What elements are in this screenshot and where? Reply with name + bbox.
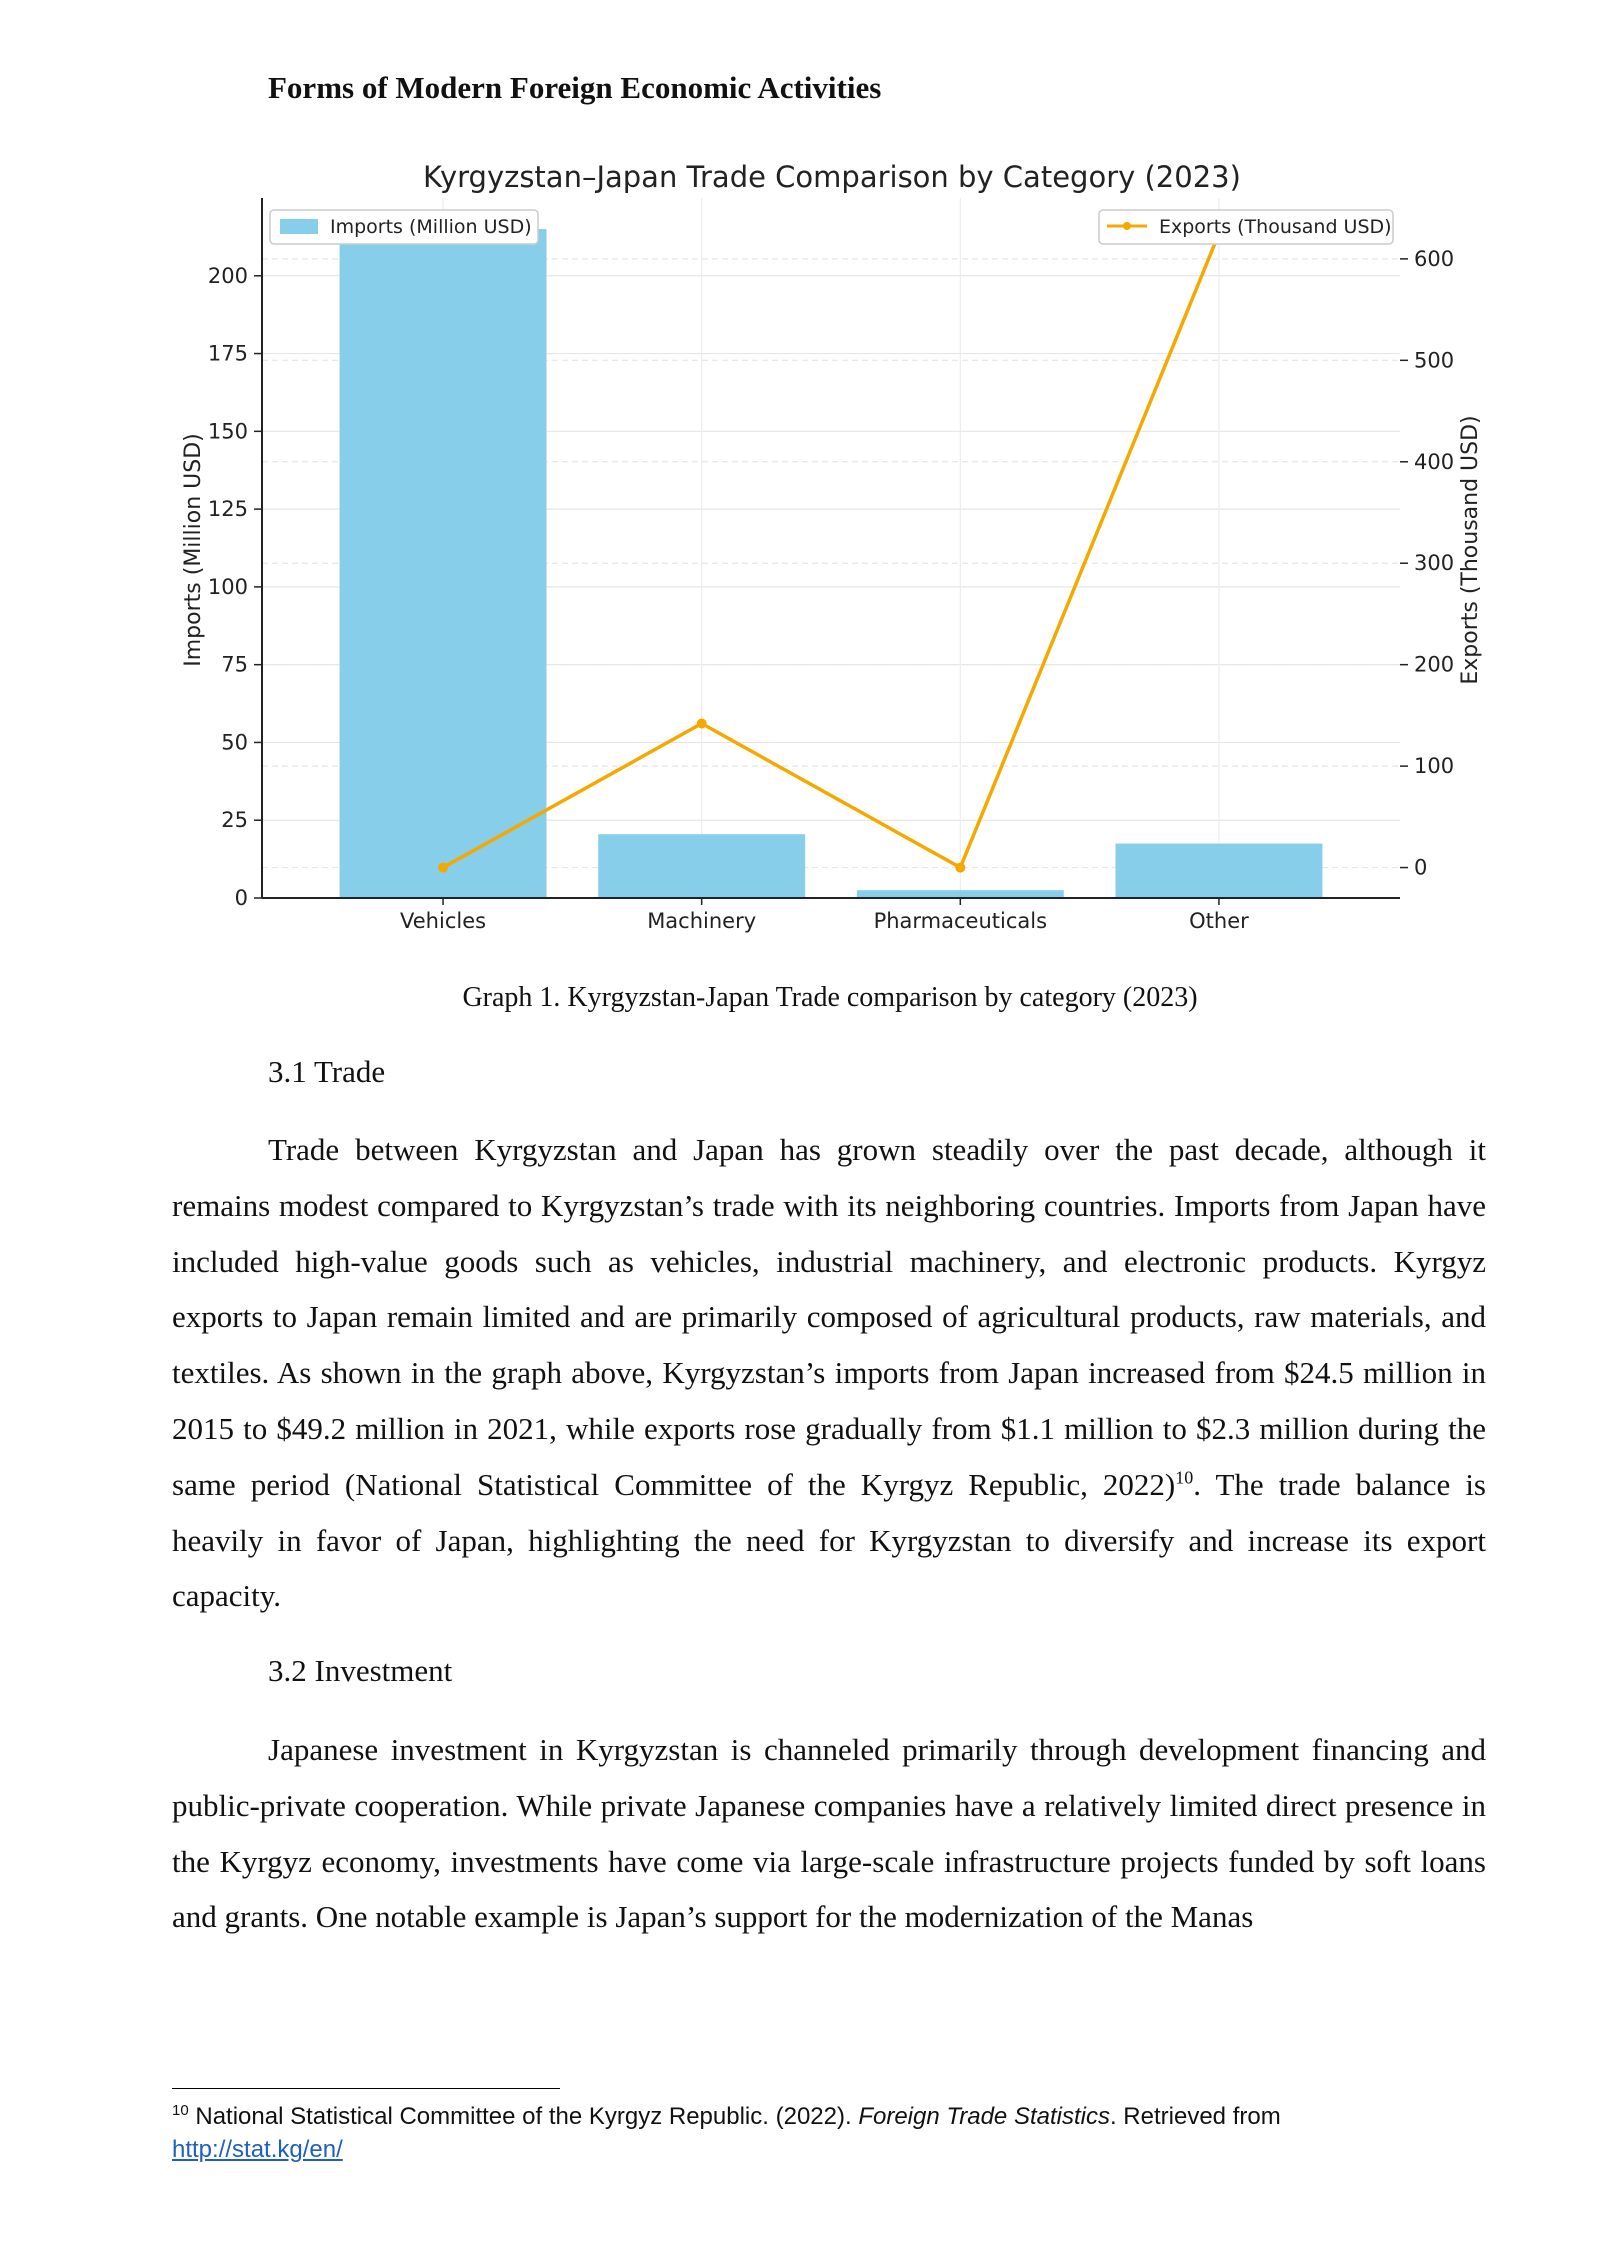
y-tick-label: 0 xyxy=(234,886,248,910)
export-point-machinery xyxy=(697,719,707,729)
legend-imports-label: Imports (Million USD) xyxy=(330,216,532,238)
footnote-divider xyxy=(172,2088,560,2089)
y-tick-label: 125 xyxy=(207,497,248,522)
y2-tick-label: 300 xyxy=(1414,551,1455,576)
footnote-text: National Statistical Committee of the Kyrgyz Republic. (2022). xyxy=(195,2103,859,2130)
paragraph-investment: Japanese investment in Kyrgyzstan is channeled primarily through development financing and public-private cooperation. While private Japanese companies have a relatively limited direct presence in the Kyrgyz economy, investments have come via large-scale infrastructure projects funded by soft loans and grants. One notable example is Japan’s support for the modernization of the Manas xyxy=(172,1732,1486,1935)
bar-other xyxy=(1116,844,1323,898)
y2-tick-label: 500 xyxy=(1414,348,1455,373)
bar-machinery xyxy=(598,834,805,898)
y-axis-label: Imports (Million USD) xyxy=(181,433,206,667)
y2-tick-label: 200 xyxy=(1414,652,1455,677)
trade-chart xyxy=(170,150,1510,950)
export-line xyxy=(438,229,1224,873)
y-tick-label: 100 xyxy=(207,574,248,599)
y2-axis-label: Exports (Thousand USD) xyxy=(1458,415,1483,685)
footnote xyxy=(172,2100,1472,2166)
right-axis-ticks xyxy=(1400,247,1454,880)
x-axis-ticks xyxy=(400,898,1249,933)
bar-pharmaceuticals xyxy=(857,890,1064,898)
footnote-number: 10 xyxy=(172,2102,189,2119)
legend-exports-label: Exports (Thousand USD) xyxy=(1159,216,1392,238)
legend-imports xyxy=(270,210,538,244)
left-axis-ticks xyxy=(208,264,262,910)
y2-tick-label: 600 xyxy=(1414,246,1455,271)
section-title-trade: 3.1 Trade xyxy=(268,1054,386,1089)
y2-tick-label: 400 xyxy=(1414,449,1455,474)
y-tick-label: 200 xyxy=(207,263,248,288)
paragraph-trade xyxy=(172,1122,1486,1624)
footnote-title: Foreign Trade Statistics xyxy=(858,2103,1110,2130)
y-tick-label: 75 xyxy=(221,652,248,677)
x-tick-label: Pharmaceuticals xyxy=(873,909,1048,933)
legend-exports xyxy=(1099,210,1393,244)
export-point-pharmaceuticals xyxy=(955,863,965,873)
x-tick-label: Other xyxy=(1189,909,1249,933)
x-tick-label: Vehicles xyxy=(400,909,487,933)
y2-tick-label: 0 xyxy=(1414,855,1428,880)
export-point-vehicles xyxy=(438,863,448,873)
y-tick-label: 50 xyxy=(221,730,248,755)
footnote-link[interactable]: http://stat.kg/en/ xyxy=(172,2136,343,2163)
y-tick-label: 175 xyxy=(207,341,248,366)
bar-vehicles xyxy=(340,229,547,898)
export-series-line xyxy=(443,234,1219,868)
footnote-text-after: . Retrieved from xyxy=(1109,2103,1281,2130)
paragraph-trade-text-end: . The trade balance is heavily in favor of Japan, highlighting the need for Kyrgyzstan to diversify and increase its export capacity. xyxy=(172,1466,1486,1614)
figure-caption: Graph 1. Kyrgyzstan-Japan Trade comparison by category (2023) xyxy=(462,982,1198,1013)
section-heading: Forms of Modern Foreign Economic Activities xyxy=(268,70,882,105)
chart-title: Kyrgyzstan–Japan Trade Comparison by Category (2023) xyxy=(423,160,1241,194)
footnote-ref[interactable]: 10 xyxy=(1175,1467,1194,1488)
paragraph-trade-text: Trade between Kyrgyzstan and Japan has grown steadily over the past decade, although it remains modest compared to Kyrgyzstan’s trade with its neighboring countries. Imports from Japan have included high-value goods such as vehicles, industrial machinery, and electronic products. Kyrgyz exports to Japan remain limited and are primarily composed of agricultural products, raw materials, and textiles. As shown in the graph above, Kyrgyzstan’s imports from Japan increased from $24.5 million in 2015 to $49.2 million in 2021, while exports rose gradually from $1.1 million to $2.3 million during the same period (National Statistical Committee of the Kyrgyz Republic, 2022) xyxy=(172,1132,1486,1502)
section-title-investment: 3.2 Investment xyxy=(268,1653,453,1688)
x-tick-label: Machinery xyxy=(647,909,757,933)
y2-tick-label: 100 xyxy=(1414,754,1455,779)
y-tick-label: 150 xyxy=(207,419,248,444)
y-tick-label: 25 xyxy=(221,808,248,833)
